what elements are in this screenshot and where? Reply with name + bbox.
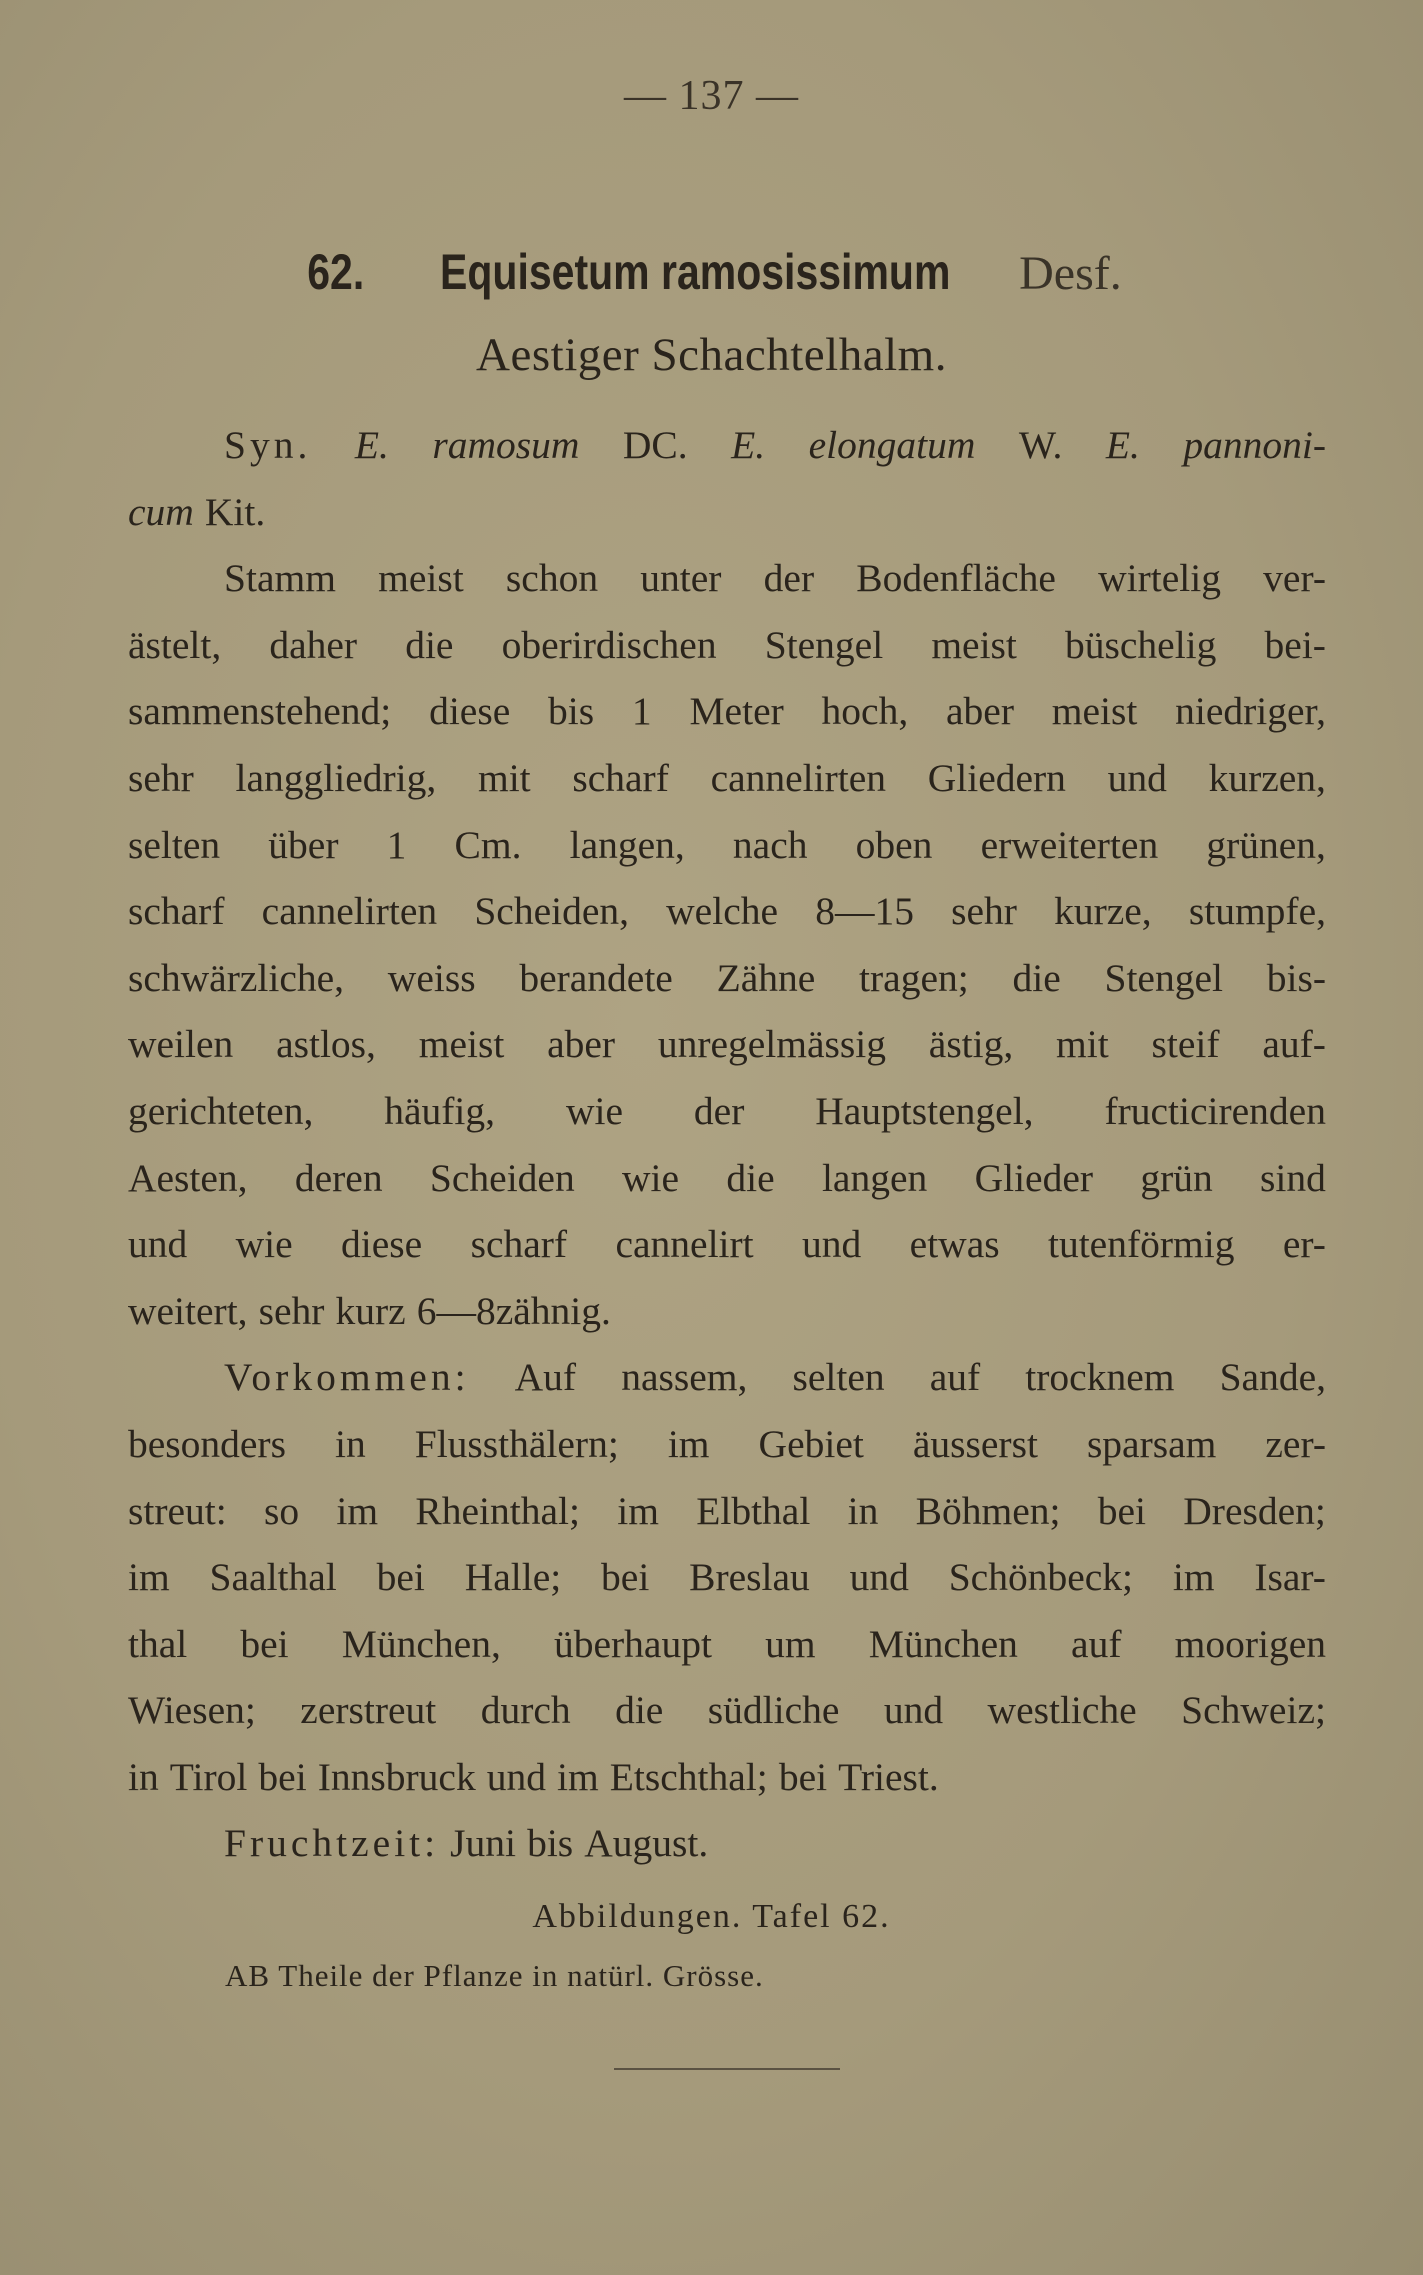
text-line: [128, 1810, 1326, 1877]
word: bis-: [1266, 955, 1326, 1000]
word: und: [883, 1688, 944, 1733]
word: Tirol: [169, 1754, 248, 1799]
word: weiss: [387, 955, 476, 1000]
word: moorigen: [1174, 1621, 1326, 1666]
text-line: [128, 1344, 1326, 1411]
text-line: [128, 1278, 1326, 1345]
word: in: [847, 1488, 879, 1533]
word: W.: [1018, 423, 1063, 467]
word: E.: [731, 423, 766, 467]
word: westliche: [987, 1688, 1137, 1733]
word: stumpfe,: [1188, 889, 1326, 934]
word: fructicirenden: [1104, 1088, 1326, 1133]
word: steif: [1151, 1022, 1220, 1067]
word: Isar-: [1254, 1555, 1326, 1600]
text-line: [128, 945, 1326, 1012]
word: und: [849, 1555, 909, 1600]
word: pannoni-: [1183, 423, 1326, 467]
word: Elbthal: [696, 1488, 811, 1533]
word: trocknem: [1025, 1355, 1175, 1400]
word: Wiesen;: [128, 1688, 256, 1733]
word: deren: [294, 1155, 383, 1200]
word: 8—15: [815, 889, 914, 934]
word: Saalthal: [209, 1555, 337, 1600]
word: Rheinthal;: [415, 1488, 580, 1533]
word: unregelmässig: [657, 1022, 886, 1067]
text-line: [128, 745, 1326, 812]
word: bei: [240, 1621, 289, 1666]
word: weitert,: [128, 1288, 248, 1333]
word: cum: [128, 489, 194, 534]
word: München: [868, 1621, 1018, 1666]
word: nach: [732, 822, 808, 867]
word: der: [693, 1088, 745, 1133]
word: bei: [258, 1754, 307, 1799]
figure-caption-title: Abbildungen. Tafel 62.: [532, 1898, 891, 1935]
word: in: [334, 1421, 366, 1466]
word: Scheiden,: [474, 889, 629, 934]
word: ästelt,: [128, 622, 222, 667]
word: bei: [601, 1555, 650, 1600]
species-author: Desf.: [1019, 247, 1122, 300]
word: im: [557, 1754, 599, 1799]
word: wie: [622, 1155, 680, 1200]
word: mit: [477, 755, 531, 800]
word: die: [615, 1688, 664, 1733]
word: grünen,: [1206, 822, 1326, 867]
word: scharf: [128, 889, 225, 934]
word: durch: [480, 1688, 571, 1733]
word: und: [802, 1222, 862, 1267]
word: so: [264, 1488, 300, 1533]
word: grün: [1140, 1155, 1213, 1200]
word: und: [486, 1754, 546, 1799]
word: äusserst: [912, 1421, 1038, 1466]
word: welche: [666, 889, 779, 934]
word: berandete: [519, 955, 673, 1000]
word: scharf: [470, 1222, 568, 1267]
word: streut:: [128, 1488, 227, 1533]
word: Innsbruck: [317, 1754, 476, 1799]
word: ver-: [1263, 556, 1326, 601]
word: diese: [429, 689, 511, 734]
word: selten: [128, 822, 221, 867]
word: meist: [1051, 689, 1138, 734]
word: Dresden;: [1183, 1488, 1326, 1533]
text-line: [128, 1211, 1326, 1278]
word: 1: [386, 822, 407, 867]
word: Triest.: [838, 1754, 939, 1799]
word: langen,: [569, 822, 685, 867]
word: häufig,: [384, 1088, 496, 1133]
word: selten: [792, 1355, 885, 1400]
word: Fruchtzeit:: [224, 1821, 440, 1866]
word: bei: [778, 1754, 828, 1799]
text-line: [128, 1411, 1326, 1478]
word: besonders: [128, 1421, 286, 1466]
word: Stengel: [764, 622, 884, 667]
word: im: [128, 1555, 170, 1600]
word: auf: [929, 1355, 981, 1400]
word: sparsam: [1086, 1421, 1217, 1466]
species-number: 62.: [307, 244, 365, 300]
word: die: [726, 1155, 775, 1200]
text-line: [128, 1744, 1326, 1811]
text-line: [128, 1145, 1326, 1212]
word: die: [405, 622, 454, 667]
word: Etschthal;: [609, 1754, 768, 1799]
word: bei: [1097, 1488, 1146, 1533]
word: Meter: [689, 689, 784, 734]
word: tutenförmig: [1047, 1222, 1235, 1267]
word: im: [336, 1488, 379, 1533]
text-line: [128, 545, 1326, 612]
word: Schönbeck;: [948, 1555, 1134, 1600]
species-name: Equisetum ramosissimum: [439, 244, 951, 300]
word: Sande,: [1219, 1355, 1326, 1400]
word: E.: [354, 423, 389, 467]
word: aber: [946, 689, 1014, 734]
word: um: [765, 1621, 816, 1666]
word: cannelirt: [615, 1222, 754, 1267]
word: Cm.: [454, 822, 522, 867]
word: cannelirten: [261, 889, 438, 934]
word: Bodenfläche: [856, 556, 1056, 601]
text-line: [128, 1078, 1326, 1145]
word: die: [1012, 955, 1061, 1000]
text-line: [128, 1011, 1326, 1078]
end-rule: [614, 2068, 840, 2070]
word: meist: [931, 622, 1017, 667]
text-line: [128, 1544, 1326, 1611]
word: weilen: [128, 1022, 234, 1067]
word: Stengel: [1104, 955, 1223, 1000]
word: Flussthälern;: [414, 1421, 619, 1466]
word: etwas: [909, 1222, 1000, 1267]
word: niedriger,: [1175, 689, 1326, 734]
text-line: [128, 812, 1326, 879]
text-line: [128, 878, 1326, 945]
word: 6—8zähnig.: [416, 1288, 611, 1333]
word: langgliedrig,: [235, 755, 437, 800]
word: sind: [1260, 1155, 1326, 1200]
word: DC.: [622, 423, 688, 467]
word: thal: [128, 1621, 188, 1666]
word: gerichteten,: [128, 1088, 314, 1133]
text-line: [128, 1611, 1326, 1678]
word: Gliedern: [927, 755, 1066, 800]
word: August.: [584, 1821, 709, 1866]
text-line: [128, 479, 1326, 546]
word: kurze,: [1054, 889, 1152, 934]
word: kurz: [335, 1288, 406, 1333]
word: Gebiet: [758, 1421, 864, 1466]
text-line: [128, 1478, 1326, 1545]
common-name: Aestiger Schachtelhalm.: [476, 329, 947, 381]
word: mit: [1056, 1022, 1109, 1067]
word: kurzen,: [1208, 755, 1326, 800]
description-text: [128, 412, 1326, 1877]
word: Kit.: [204, 489, 266, 534]
word: über: [268, 822, 339, 867]
word: Scheiden: [429, 1155, 575, 1200]
word: diese: [341, 1222, 423, 1267]
text-line: [128, 612, 1326, 679]
word: Schweiz;: [1181, 1688, 1326, 1733]
word: im: [1172, 1555, 1215, 1600]
word: auf: [1071, 1621, 1122, 1666]
page-number: — 137 —: [624, 73, 799, 119]
word: meist: [418, 1022, 505, 1067]
word: unter: [640, 556, 722, 601]
text-line: [128, 1677, 1326, 1744]
word: ramosum: [432, 423, 580, 467]
word: 1: [631, 689, 652, 734]
word: schon: [505, 556, 599, 601]
word: Vorkommen:: [224, 1355, 470, 1400]
word: hoch,: [821, 689, 909, 734]
word: wie: [565, 1088, 623, 1133]
word: erweiterten: [980, 822, 1159, 867]
word: sehr: [951, 889, 1017, 934]
word: er-: [1282, 1222, 1326, 1267]
word: bei-: [1264, 622, 1326, 667]
word: sehr: [128, 755, 194, 800]
word: langen: [821, 1155, 928, 1200]
word: Aesten,: [128, 1155, 248, 1200]
word: elongatum: [808, 423, 976, 467]
word: südliche: [707, 1688, 840, 1733]
word: im: [617, 1488, 659, 1533]
word: E.: [1105, 423, 1140, 467]
word: wirtelig: [1098, 556, 1221, 601]
word: Zähne: [716, 955, 816, 1000]
word: im: [667, 1421, 710, 1466]
word: sammenstehend;: [128, 689, 392, 734]
word: daher: [269, 622, 358, 667]
word: Hauptstengel,: [815, 1088, 1034, 1133]
word: Stamm: [224, 556, 336, 601]
word: und: [1107, 755, 1167, 800]
word: bei: [376, 1555, 425, 1600]
word: nassem,: [621, 1355, 748, 1400]
text-line: [128, 412, 1326, 479]
figure-caption-text: AB Theile der Pflanze in natürl. Grösse.: [225, 1958, 764, 1993]
word: Auf: [514, 1355, 577, 1400]
word: Juni: [450, 1821, 517, 1866]
word: und: [128, 1222, 188, 1267]
word: Glieder: [974, 1155, 1094, 1200]
word: cannelirten: [710, 755, 887, 800]
word: astlos,: [276, 1022, 376, 1067]
word: meist: [378, 556, 464, 601]
word: zer-: [1265, 1421, 1326, 1466]
word: überhaupt: [553, 1621, 712, 1666]
word: büschelig: [1065, 622, 1217, 667]
word: bis: [548, 689, 595, 734]
word: bis: [527, 1821, 574, 1866]
word: Böhmen;: [915, 1488, 1061, 1533]
word: aber: [547, 1022, 616, 1067]
word: zerstreut: [300, 1688, 437, 1733]
species-heading: [0, 243, 1423, 302]
word: wie: [235, 1222, 293, 1267]
word: ästig,: [928, 1022, 1014, 1067]
word: auf-: [1262, 1022, 1326, 1067]
word: München,: [341, 1621, 501, 1666]
word: oben: [855, 822, 933, 867]
word: Syn.: [224, 423, 312, 467]
word: der: [763, 556, 815, 601]
word: sehr: [258, 1288, 325, 1333]
word: Breslau: [689, 1555, 810, 1600]
word: Halle;: [464, 1555, 562, 1600]
word: scharf: [572, 755, 669, 800]
word: schwärzliche,: [128, 955, 345, 1000]
text-line: [128, 678, 1326, 745]
word: in: [128, 1754, 159, 1799]
word: oberirdischen: [501, 622, 717, 667]
word: tragen;: [859, 955, 969, 1000]
